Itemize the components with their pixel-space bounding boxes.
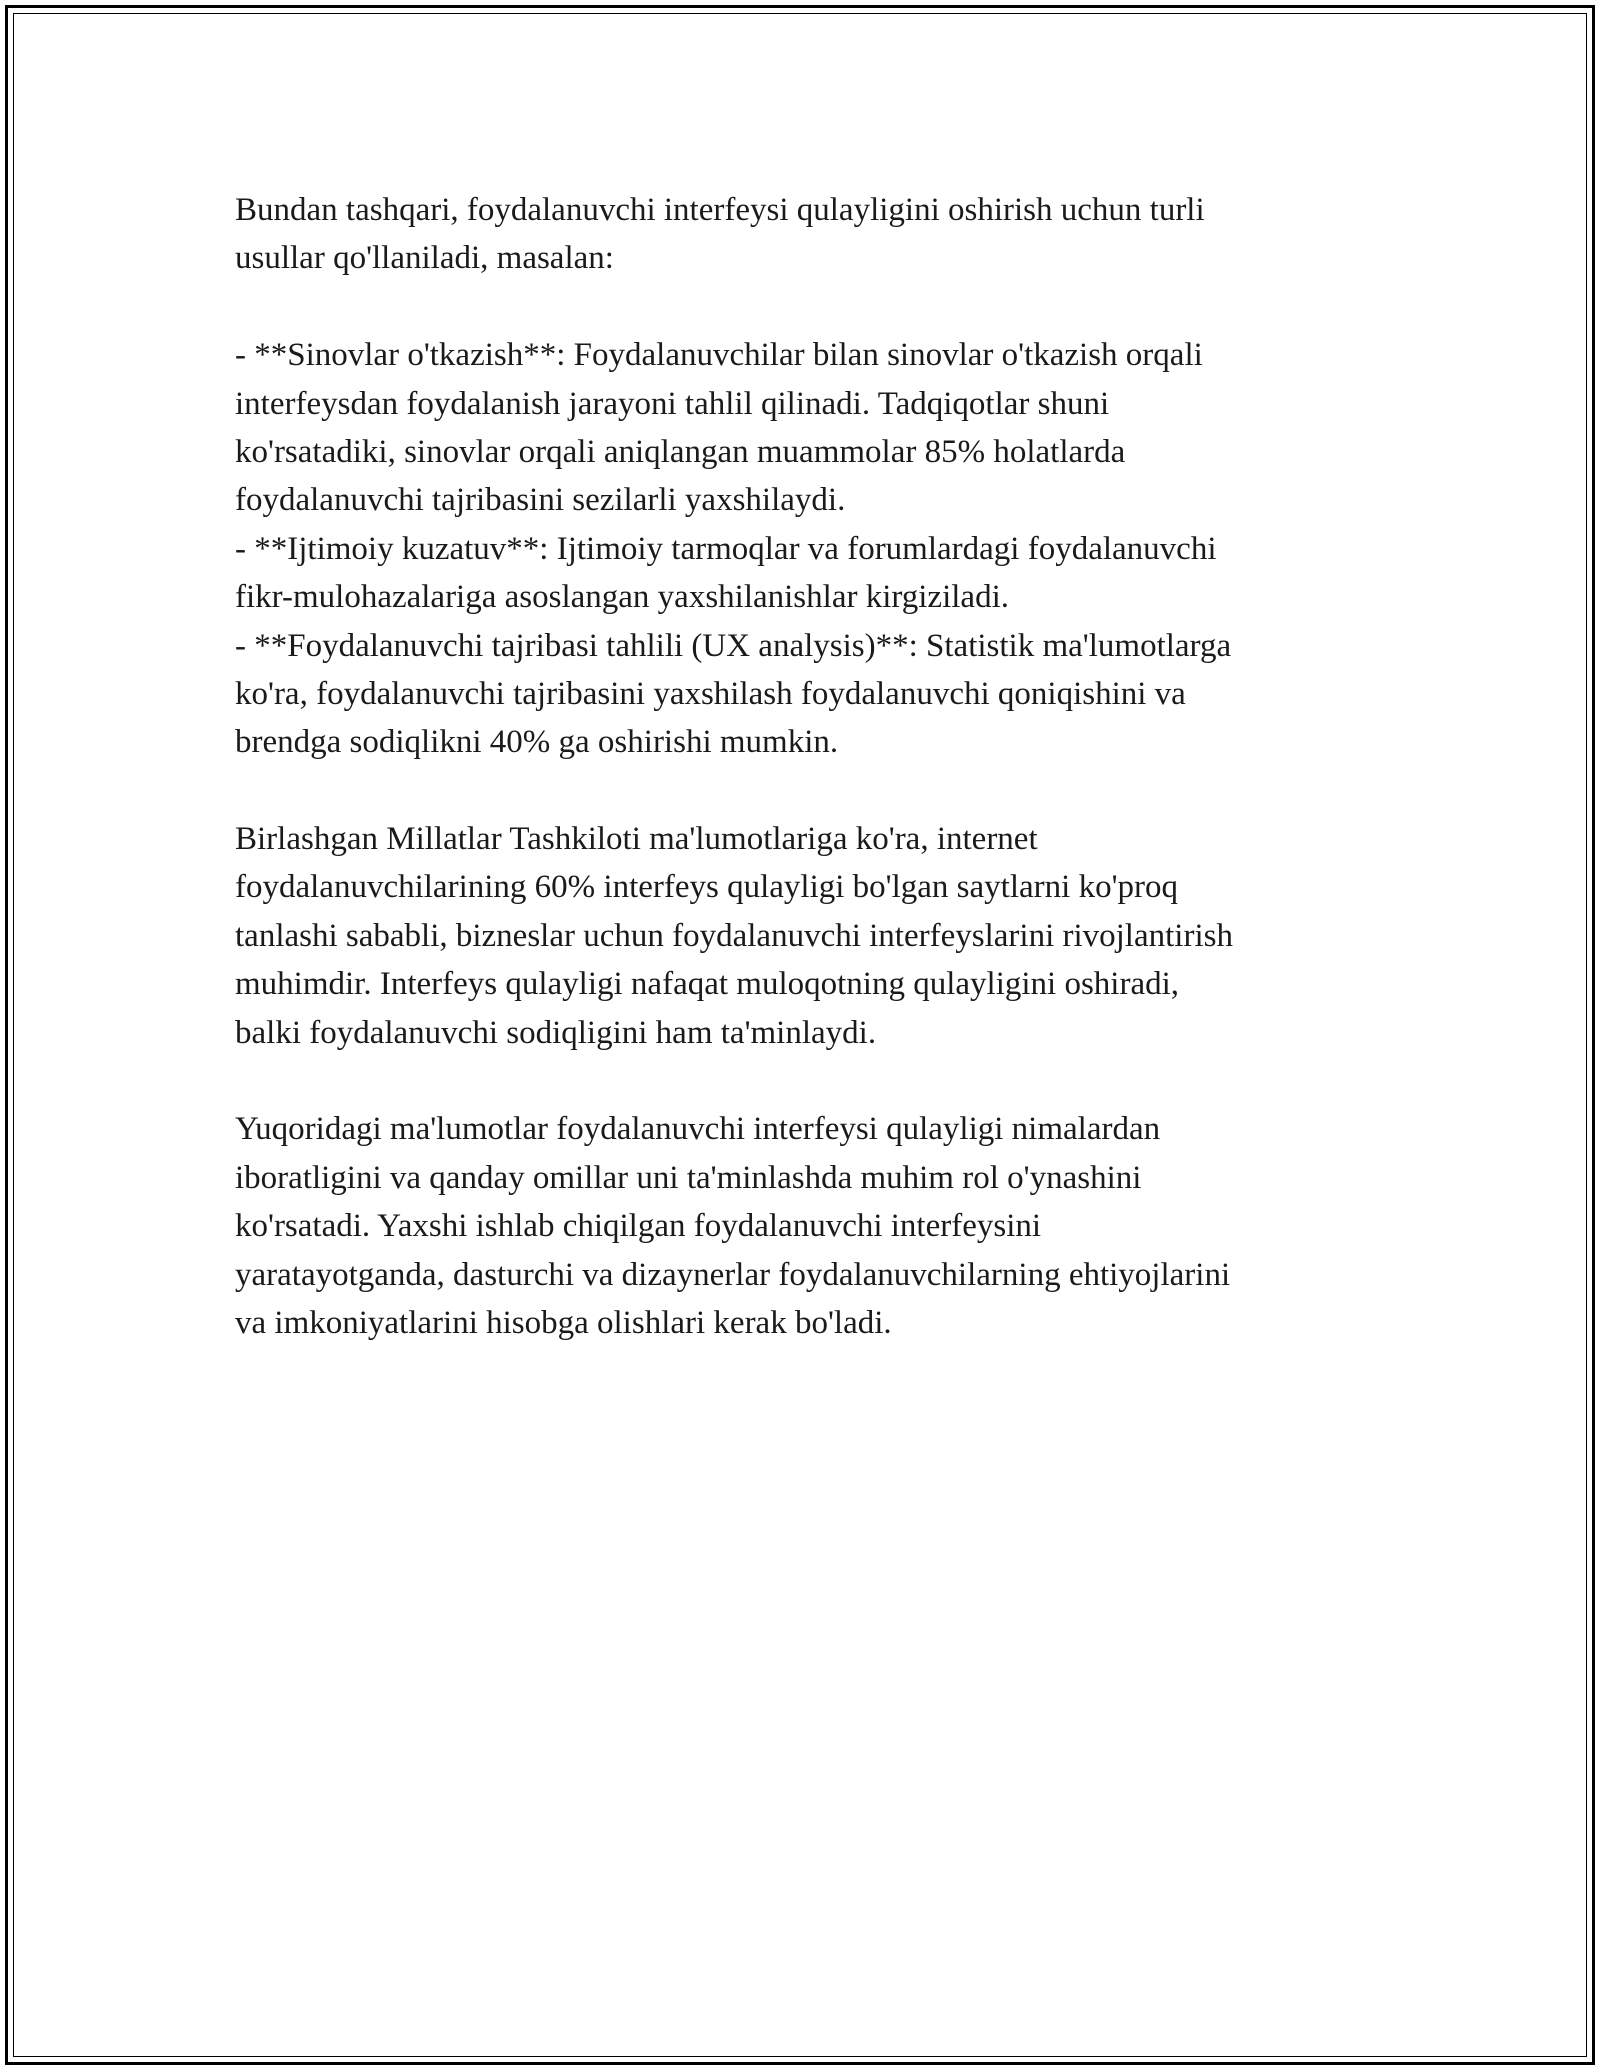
text-line: usullar qo'llaniladi, masalan: (235, 240, 614, 277)
paragraph-spacer (235, 767, 1365, 815)
list-item-social-monitoring: - **Ijtimoiy kuzatuv**: Ijtimoiy tarmoqlar va forumlardagi foydalanuvchi (235, 530, 1217, 567)
paragraph-un-statistics (235, 815, 1365, 1057)
text-line: ko'ra, foydalanuvchi tajribasini yaxshilash foydalanuvchi qoniqishini va (235, 675, 1186, 712)
paragraph-spacer (235, 283, 1365, 331)
document-body (235, 186, 1365, 1347)
text-line: iboratligini va qanday omillar uni ta'minlashda muhim rol o'ynashini (235, 1159, 1142, 1196)
text-line: Yuqoridagi ma'lumotlar foydalanuvchi interfeysi qulayligi nimalardan (235, 1111, 1161, 1148)
text-line: yaratayotganda, dasturchi va dizaynerlar foydalanuvchilarning ehtiyojlarini (235, 1256, 1231, 1293)
list-item-ux-analysis: - **Foydalanuvchi tajribasi tahlili (UX analysis)**: Statistik ma'lumotlarga (235, 627, 1232, 664)
text-line: brendga sodiqlikni 40% ga oshirishi mumkin. (235, 724, 839, 761)
text-line: Birlashgan Millatlar Tashkiloti ma'lumotlariga ko'ra, internet (235, 821, 1038, 858)
paragraph-methods-list (235, 331, 1365, 767)
text-line: balki foydalanuvchi sodiqligini ham ta'minlaydi. (235, 1014, 877, 1051)
text-line: muhimdir. Interfeys qulayligi nafaqat muloqotning qulayligini oshiradi, (235, 966, 1180, 1003)
text-line: fikr-mulohazalariga asoslangan yaxshilanishlar kirgiziladi. (235, 579, 1009, 616)
paragraph-intro (235, 186, 1365, 283)
text-line: tanlashi sababli, bizneslar uchun foydalanuvchi interfeyslarini rivojlantirish (235, 917, 1233, 954)
text-line: interfeysdan foydalanish jarayoni tahlil qilinadi. Tadqiqotlar shuni (235, 385, 1110, 422)
text-line: foydalanuvchi tajribasini sezilarli yaxshilaydi. (235, 482, 846, 519)
text-line: ko'rsatadiki, sinovlar orqali aniqlangan muammolar 85% holatlarda (235, 433, 1126, 470)
list-item-testing: - **Sinovlar o'tkazish**: Foydalanuvchilar bilan sinovlar o'tkazish orqali (235, 337, 1203, 374)
text-line: ko'rsatadi. Yaxshi ishlab chiqilgan foydalanuvchi interfeysini (235, 1208, 1042, 1245)
text-line: va imkoniyatlarini hisobga olishlari kerak bo'ladi. (235, 1304, 892, 1341)
text-line: Bundan tashqari, foydalanuvchi interfeysi qulayligini oshirish uchun turli (235, 192, 1205, 228)
text-line: foydalanuvchilarining 60% interfeys qulayligi bo'lgan saytlarni ko'proq (235, 869, 1178, 906)
paragraph-spacer (235, 1057, 1365, 1105)
paragraph-conclusion (235, 1105, 1365, 1347)
